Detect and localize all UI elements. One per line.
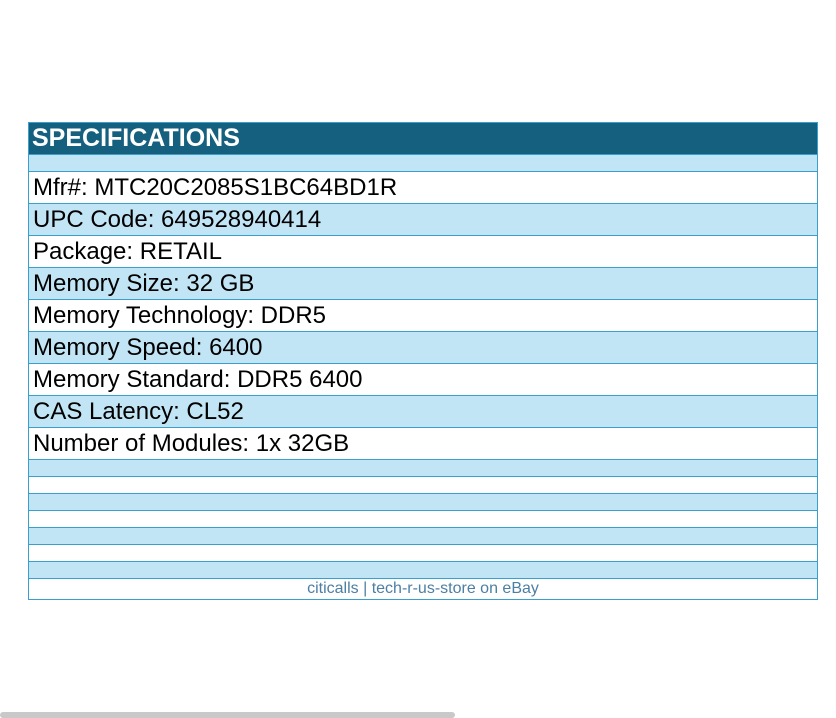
spacer-cell bbox=[29, 155, 818, 172]
specifications-title: SPECIFICATIONS bbox=[29, 123, 818, 155]
empty-row bbox=[29, 545, 818, 562]
empty-row bbox=[29, 460, 818, 477]
spec-cell: Memory Technology: DDR5 bbox=[29, 300, 818, 332]
spec-cell: Memory Size: 32 GB bbox=[29, 268, 818, 300]
empty-cell bbox=[29, 494, 818, 511]
spec-row-mfr bbox=[29, 172, 818, 204]
empty-row bbox=[29, 477, 818, 494]
empty-row bbox=[29, 511, 818, 528]
table-header-row bbox=[29, 123, 818, 155]
spec-cell: CAS Latency: CL52 bbox=[29, 396, 818, 428]
horizontal-scrollbar[interactable] bbox=[0, 712, 455, 718]
empty-cell bbox=[29, 460, 818, 477]
empty-cell bbox=[29, 562, 818, 579]
spec-row-memory-speed bbox=[29, 332, 818, 364]
empty-row bbox=[29, 562, 818, 579]
empty-cell bbox=[29, 477, 818, 494]
specifications-table bbox=[28, 122, 818, 600]
spec-cell: Mfr#: MTC20C2085S1BC64BD1R bbox=[29, 172, 818, 204]
spec-row-memory-technology bbox=[29, 300, 818, 332]
empty-row bbox=[29, 494, 818, 511]
seller-footer-text: citicalls | tech-r-us-store on eBay bbox=[29, 579, 818, 600]
empty-cell bbox=[29, 545, 818, 562]
empty-row bbox=[29, 528, 818, 545]
spec-row-package bbox=[29, 236, 818, 268]
empty-cell bbox=[29, 511, 818, 528]
empty-cell bbox=[29, 528, 818, 545]
spec-cell: Memory Standard: DDR5 6400 bbox=[29, 364, 818, 396]
spec-cell: UPC Code: 649528940414 bbox=[29, 204, 818, 236]
spec-row-memory-standard bbox=[29, 364, 818, 396]
spec-cell: Package: RETAIL bbox=[29, 236, 818, 268]
spec-row-upc bbox=[29, 204, 818, 236]
spacer-row bbox=[29, 155, 818, 172]
spec-cell: Memory Speed: 6400 bbox=[29, 332, 818, 364]
table-footer-row bbox=[29, 579, 818, 600]
spec-row-cas-latency bbox=[29, 396, 818, 428]
spec-row-memory-size bbox=[29, 268, 818, 300]
spec-row-number-of-modules bbox=[29, 428, 818, 460]
spec-cell: Number of Modules: 1x 32GB bbox=[29, 428, 818, 460]
